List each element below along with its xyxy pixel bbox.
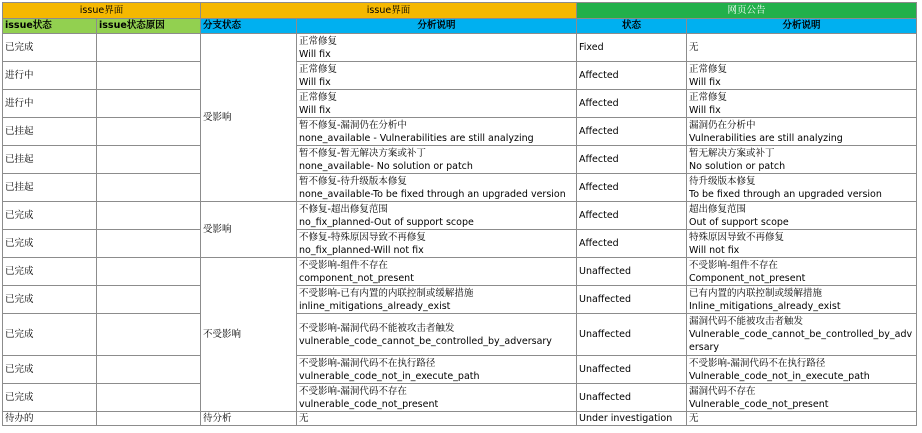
notice-analysis-cell bbox=[687, 90, 917, 118]
issue-status-cell: 已完成 bbox=[3, 286, 97, 314]
notice-line: 正常修复 bbox=[689, 91, 728, 103]
notice-analysis-cell bbox=[687, 146, 917, 174]
notice-line: ersary bbox=[689, 342, 720, 353]
table-row bbox=[3, 286, 917, 314]
notice-line: 漏洞代码不能被攻击者触发 bbox=[689, 316, 804, 327]
notice-line: 漏洞代码不存在 bbox=[689, 385, 756, 397]
header-analysis: 分析说明 bbox=[297, 19, 577, 34]
analysis-line: 正常修复 bbox=[299, 91, 338, 103]
issue-status-reason-cell bbox=[97, 146, 201, 174]
notice-analysis-cell bbox=[687, 356, 917, 384]
analysis-line: 正常修复 bbox=[299, 63, 338, 75]
table-row bbox=[3, 174, 917, 202]
notice-analysis-cell bbox=[687, 34, 917, 62]
analysis-cell bbox=[297, 118, 577, 146]
notice-line: 特殊原因导致不再修复 bbox=[689, 231, 785, 243]
notice-analysis-cell bbox=[687, 62, 917, 90]
notice-line: Vulnerable_code_not_present bbox=[689, 398, 829, 410]
table-row bbox=[3, 146, 917, 174]
notice-line: Will fix bbox=[689, 76, 721, 88]
issue-status-reason-cell bbox=[97, 174, 201, 202]
analysis-line: none_available-To be fixed through an upgraded version bbox=[299, 188, 566, 200]
notice-analysis-cell bbox=[687, 258, 917, 286]
analysis-cell bbox=[297, 174, 577, 202]
analysis-cell bbox=[297, 356, 577, 384]
notice-line: 暂无解决方案或补丁 bbox=[689, 147, 775, 159]
analysis-cell bbox=[297, 34, 577, 62]
status-cell: Unaffected bbox=[577, 286, 687, 314]
analysis-cell bbox=[297, 314, 577, 356]
analysis-line: 不受影响-漏洞代码不能被攻击者触发 bbox=[299, 322, 455, 334]
notice-line: 超出修复范围 bbox=[689, 203, 747, 215]
group-issue-ui-1: issue界面 bbox=[3, 3, 201, 19]
analysis-line: component_not_present bbox=[299, 272, 414, 284]
analysis-cell bbox=[297, 90, 577, 118]
group-header-row bbox=[3, 3, 917, 19]
notice-line: Vulnerable_code_cannot_be_controlled_by_adv bbox=[689, 329, 913, 340]
table-row bbox=[3, 356, 917, 384]
analysis-cell bbox=[297, 230, 577, 258]
issue-status-reason-cell bbox=[97, 90, 201, 118]
issue-status-cell: 已完成 bbox=[3, 230, 97, 258]
analysis-line: vulnerable_code_not_present bbox=[299, 398, 439, 410]
issue-status-cell: 已完成 bbox=[3, 384, 97, 412]
analysis-line: 不受影响-组件不存在 bbox=[299, 259, 388, 271]
status-cell: Unaffected bbox=[577, 314, 687, 356]
table-row bbox=[3, 62, 917, 90]
analysis-line: Will fix bbox=[299, 76, 331, 88]
notice-analysis-cell bbox=[687, 230, 917, 258]
branch-status-cell: 不受影响 bbox=[201, 258, 297, 412]
issue-status-reason-cell bbox=[97, 62, 201, 90]
issue-status-reason-cell bbox=[97, 356, 201, 384]
analysis-line: 不受影响-漏洞代码不在执行路径 bbox=[299, 357, 436, 369]
issue-status-reason-cell bbox=[97, 118, 201, 146]
notice-line: Out of support scope bbox=[689, 216, 789, 228]
header-issue-status: issue状态 bbox=[3, 19, 97, 34]
analysis-line: none_available- No solution or patch bbox=[299, 160, 473, 172]
analysis-cell bbox=[297, 286, 577, 314]
notice-line: To be fixed through an upgraded version bbox=[689, 188, 882, 200]
vulnerability-status-table bbox=[2, 2, 917, 426]
notice-line: 无 bbox=[689, 42, 699, 53]
status-cell: Affected bbox=[577, 146, 687, 174]
issue-status-cell: 已挂起 bbox=[3, 118, 97, 146]
group-web-notice: 网页公告 bbox=[577, 3, 917, 19]
status-cell: Unaffected bbox=[577, 356, 687, 384]
status-cell: Affected bbox=[577, 90, 687, 118]
column-header-row bbox=[3, 19, 917, 34]
analysis-line: 不修复-特殊原因导致不再修复 bbox=[299, 231, 426, 243]
issue-status-cell: 已完成 bbox=[3, 34, 97, 62]
table-row bbox=[3, 384, 917, 412]
issue-status-cell: 已完成 bbox=[3, 202, 97, 230]
issue-status-reason-cell bbox=[97, 384, 201, 412]
notice-line: 无 bbox=[689, 413, 699, 424]
notice-line: No solution or patch bbox=[689, 160, 786, 172]
issue-status-reason-cell bbox=[97, 202, 201, 230]
branch-status-cell: 待分析 bbox=[201, 412, 297, 426]
notice-line: Will fix bbox=[689, 104, 721, 116]
analysis-line: inline_mitigations_already_exist bbox=[299, 300, 451, 312]
table-row bbox=[3, 90, 917, 118]
analysis-line: no_fix_planned-Out of support scope bbox=[299, 216, 474, 228]
table-row bbox=[3, 230, 917, 258]
notice-line: Vulnerabilities are still analyzing bbox=[689, 132, 843, 144]
header-status: 状态 bbox=[577, 19, 687, 34]
notice-line: 已有内置的内联控制或缓解措施 bbox=[689, 287, 823, 299]
notice-analysis-cell bbox=[687, 286, 917, 314]
notice-line: Vulnerable_code_not_in_execute_path bbox=[689, 370, 870, 382]
analysis-line: Will fix bbox=[299, 48, 331, 60]
table-row bbox=[3, 314, 917, 356]
analysis-cell bbox=[297, 202, 577, 230]
analysis-line: none_available - Vulnerabilities are still analyzing bbox=[299, 132, 534, 144]
notice-line: 漏洞仍在分析中 bbox=[689, 119, 756, 131]
analysis-line: 不受影响-已有内置的内联控制或缓解措施 bbox=[299, 287, 474, 299]
notice-analysis-cell bbox=[687, 384, 917, 412]
issue-status-reason-cell bbox=[97, 34, 201, 62]
header-notice-analysis: 分析说明 bbox=[687, 19, 917, 34]
analysis-line: Will fix bbox=[299, 104, 331, 116]
analysis-line: 不修复-超出修复范围 bbox=[299, 203, 388, 215]
notice-analysis-cell bbox=[687, 412, 917, 426]
table-row bbox=[3, 202, 917, 230]
issue-status-reason-cell bbox=[97, 286, 201, 314]
table-row bbox=[3, 412, 917, 426]
issue-status-cell: 进行中 bbox=[3, 62, 97, 90]
status-cell: Affected bbox=[577, 118, 687, 146]
issue-status-cell: 待办的 bbox=[3, 412, 97, 426]
notice-line: Component_not_present bbox=[689, 272, 806, 284]
notice-analysis-cell bbox=[687, 202, 917, 230]
analysis-cell bbox=[297, 412, 577, 426]
analysis-cell bbox=[297, 258, 577, 286]
issue-status-reason-cell bbox=[97, 314, 201, 356]
analysis-line: 暂不修复-待升级版本修复 bbox=[299, 175, 407, 187]
header-issue-status-reason: issue状态原因 bbox=[97, 19, 201, 34]
branch-status-cell: 受影响 bbox=[201, 202, 297, 258]
status-cell: Affected bbox=[577, 230, 687, 258]
status-cell: Unaffected bbox=[577, 258, 687, 286]
analysis-line: no_fix_planned-Will not fix bbox=[299, 244, 424, 256]
status-cell: Under investigation bbox=[577, 412, 687, 426]
analysis-line: vulnerable_code_not_in_execute_path bbox=[299, 370, 480, 382]
analysis-line: vulnerable_code_cannot_be_controlled_by_adversary bbox=[299, 335, 552, 347]
analysis-line: 暂不修复-漏洞仍在分析中 bbox=[299, 119, 407, 131]
notice-analysis-cell bbox=[687, 314, 917, 356]
status-cell: Affected bbox=[577, 62, 687, 90]
group-issue-ui-2: issue界面 bbox=[201, 3, 577, 19]
status-cell: Affected bbox=[577, 202, 687, 230]
issue-status-cell: 已挂起 bbox=[3, 174, 97, 202]
issue-status-reason-cell bbox=[97, 230, 201, 258]
table-row bbox=[3, 258, 917, 286]
notice-line: 不受影响-漏洞代码不在执行路径 bbox=[689, 357, 826, 369]
analysis-cell bbox=[297, 384, 577, 412]
issue-status-cell: 已挂起 bbox=[3, 146, 97, 174]
header-branch-status: 分支状态 bbox=[201, 19, 297, 34]
notice-analysis-cell bbox=[687, 118, 917, 146]
branch-status-cell: 受影响 bbox=[201, 34, 297, 202]
notice-line: 正常修复 bbox=[689, 63, 728, 75]
notice-analysis-cell bbox=[687, 174, 917, 202]
notice-line: 不受影响-组件不存在 bbox=[689, 259, 778, 271]
table-row bbox=[3, 34, 917, 62]
analysis-line: 暂不修复-暂无解决方案或补丁 bbox=[299, 147, 426, 159]
analysis-cell bbox=[297, 146, 577, 174]
status-cell: Fixed bbox=[577, 34, 687, 62]
issue-status-cell: 已完成 bbox=[3, 314, 97, 356]
analysis-cell bbox=[297, 62, 577, 90]
analysis-line: 正常修复 bbox=[299, 35, 338, 47]
status-cell: Affected bbox=[577, 174, 687, 202]
table-row bbox=[3, 118, 917, 146]
issue-status-reason-cell bbox=[97, 258, 201, 286]
notice-line: Will not fix bbox=[689, 244, 740, 256]
issue-status-cell: 已完成 bbox=[3, 356, 97, 384]
notice-line: 待升级版本修复 bbox=[689, 175, 756, 187]
analysis-line: 无 bbox=[299, 413, 309, 424]
notice-line: Inline_mitigations_already_exist bbox=[689, 300, 841, 312]
issue-status-reason-cell bbox=[97, 412, 201, 426]
analysis-line: 不受影响-漏洞代码不存在 bbox=[299, 385, 407, 397]
issue-status-cell: 进行中 bbox=[3, 90, 97, 118]
status-cell: Unaffected bbox=[577, 384, 687, 412]
issue-status-cell: 已完成 bbox=[3, 258, 97, 286]
